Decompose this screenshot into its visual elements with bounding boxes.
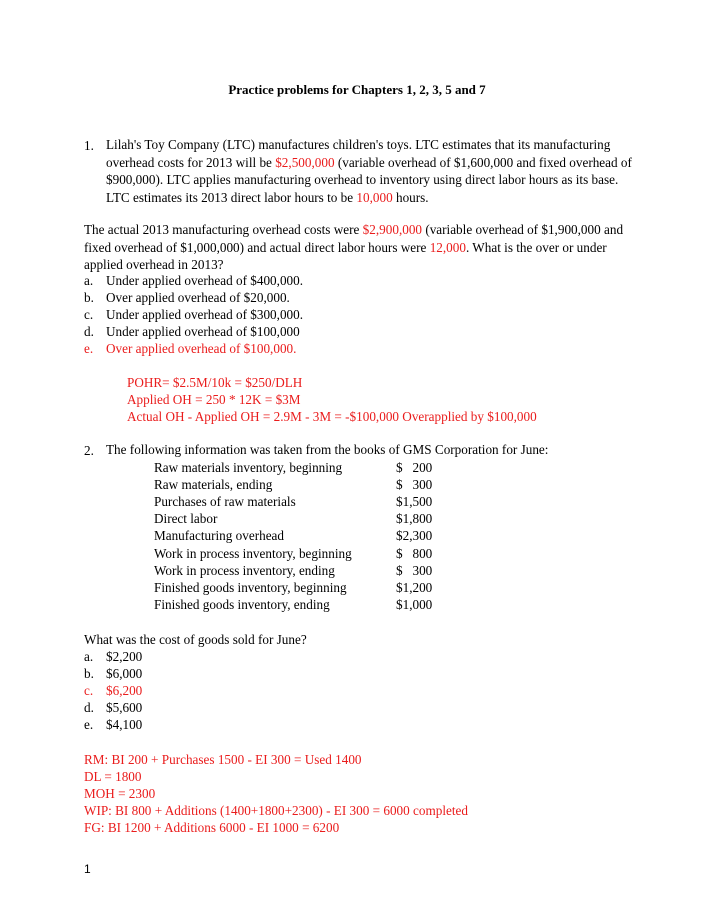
q1-option-b: b. Over applied overhead of $20,000.	[84, 290, 290, 305]
q1-line-2: overhead costs for 2013 will be $2,500,000 (variable overhead of $1,600,000 and fixed overhead of	[106, 154, 632, 170]
q2-option-d: d. $5,600	[84, 700, 143, 715]
table-row-value: $1,500	[396, 494, 433, 509]
question-1-stem	[106, 136, 646, 206]
table-row-label: Finished goods inventory, beginning	[154, 580, 347, 595]
q2-option-a: a. $2,200	[84, 649, 143, 664]
table-row-label: Raw materials, ending	[154, 477, 273, 492]
q2-option-e: e. $4,100	[84, 717, 143, 732]
table-row-label: Purchases of raw materials	[154, 494, 296, 509]
q2-calc-line-5: FG: BI 1200 + Additions 6000 - EI 1000 = 6200	[84, 820, 340, 835]
actual-hours: 12,000	[429, 239, 466, 255]
q1-actual-line-3: applied overhead in 2013?	[84, 257, 224, 272]
table-row-value: $ 300	[396, 563, 433, 578]
question-1-number: 1.	[84, 138, 94, 153]
table-row-value: $ 300	[396, 477, 433, 492]
table-row-label: Finished goods inventory, ending	[154, 597, 330, 612]
q1-calc-line-3: Actual OH - Applied OH = 2.9M - 3M = -$100,000 Overapplied by $100,000	[127, 409, 537, 424]
q1-option-d: d. Under applied overhead of $100,000	[84, 324, 300, 339]
q2-calc-line-1: RM: BI 200 + Purchases 1500 - EI 300 = Used 1400	[84, 752, 362, 767]
q1-option-c: c. Under applied overhead of $300,000.	[84, 307, 304, 322]
q2-calc-line-3: MOH = 2300	[84, 786, 156, 801]
q1-calc-line-1: POHR= $2.5M/10k = $250/DLH	[127, 375, 303, 390]
q1-line-4: LTC estimates its 2013 direct labor hours to be 10,000 hours.	[106, 189, 429, 205]
estimated-hours: 10,000	[356, 189, 393, 205]
q2-option-c-answer: c. $6,200	[84, 683, 143, 698]
q1-option-a: a. Under applied overhead of $400,000.	[84, 273, 304, 288]
question-2-number: 2.	[84, 443, 94, 458]
table-row-label: Manufacturing overhead	[154, 528, 284, 543]
actual-overhead: $2,900,000	[362, 222, 423, 237]
q1-line-3: $900,000). LTC applies manufacturing overhead to inventory using direct labor hours as its base.	[106, 172, 619, 187]
table-row-value: $ 200	[396, 460, 433, 475]
table-row-value: $ 800	[396, 546, 433, 561]
estimated-overhead: $2,500,000	[275, 154, 335, 170]
page-number: 1	[84, 862, 91, 876]
q2-option-b: b. $6,000	[84, 666, 143, 681]
table-row-label: Direct labor	[154, 511, 218, 526]
table-row-label: Raw materials inventory, beginning	[154, 460, 343, 475]
q2-calc-line-2: DL = 1800	[84, 769, 142, 784]
page-title: Practice problems for Chapters 1, 2, 3, 5 and 7	[228, 82, 486, 97]
q2-calc-line-4: WIP: BI 800 + Additions (1400+1800+2300) - EI 300 = 6000 completed	[84, 803, 468, 818]
q1-calc-line-2: Applied OH = 250 * 12K = $3M	[127, 392, 301, 407]
table-row-label: Work in process inventory, beginning	[154, 546, 352, 561]
table-row-value: $1,800	[396, 511, 433, 526]
table-row-value: $1,200	[396, 580, 433, 595]
q1-actual-line-2: fixed overhead of $1,000,000) and actual direct labor hours were 12,000. What is the over or under	[84, 239, 607, 255]
question-2-intro: The following information was taken from the books of GMS Corporation for June:	[106, 442, 549, 457]
question-2-prompt: What was the cost of goods sold for June?	[84, 632, 307, 647]
q1-actual-paragraph	[84, 221, 644, 274]
table-row-value: $1,000	[396, 597, 433, 612]
q1-line-1: Lilah's Toy Company (LTC) manufactures children's toys. LTC estimates that its manufacturing	[106, 137, 611, 152]
q1-actual-line-1: The actual 2013 manufacturing overhead costs were $2,900,000 (variable overhead of $1,900,000 and	[84, 222, 624, 237]
table-row-label: Work in process inventory, ending	[154, 563, 335, 578]
table-row-value: $2,300	[396, 528, 433, 543]
q1-option-e-answer: e. Over applied overhead of $100,000.	[84, 341, 297, 356]
